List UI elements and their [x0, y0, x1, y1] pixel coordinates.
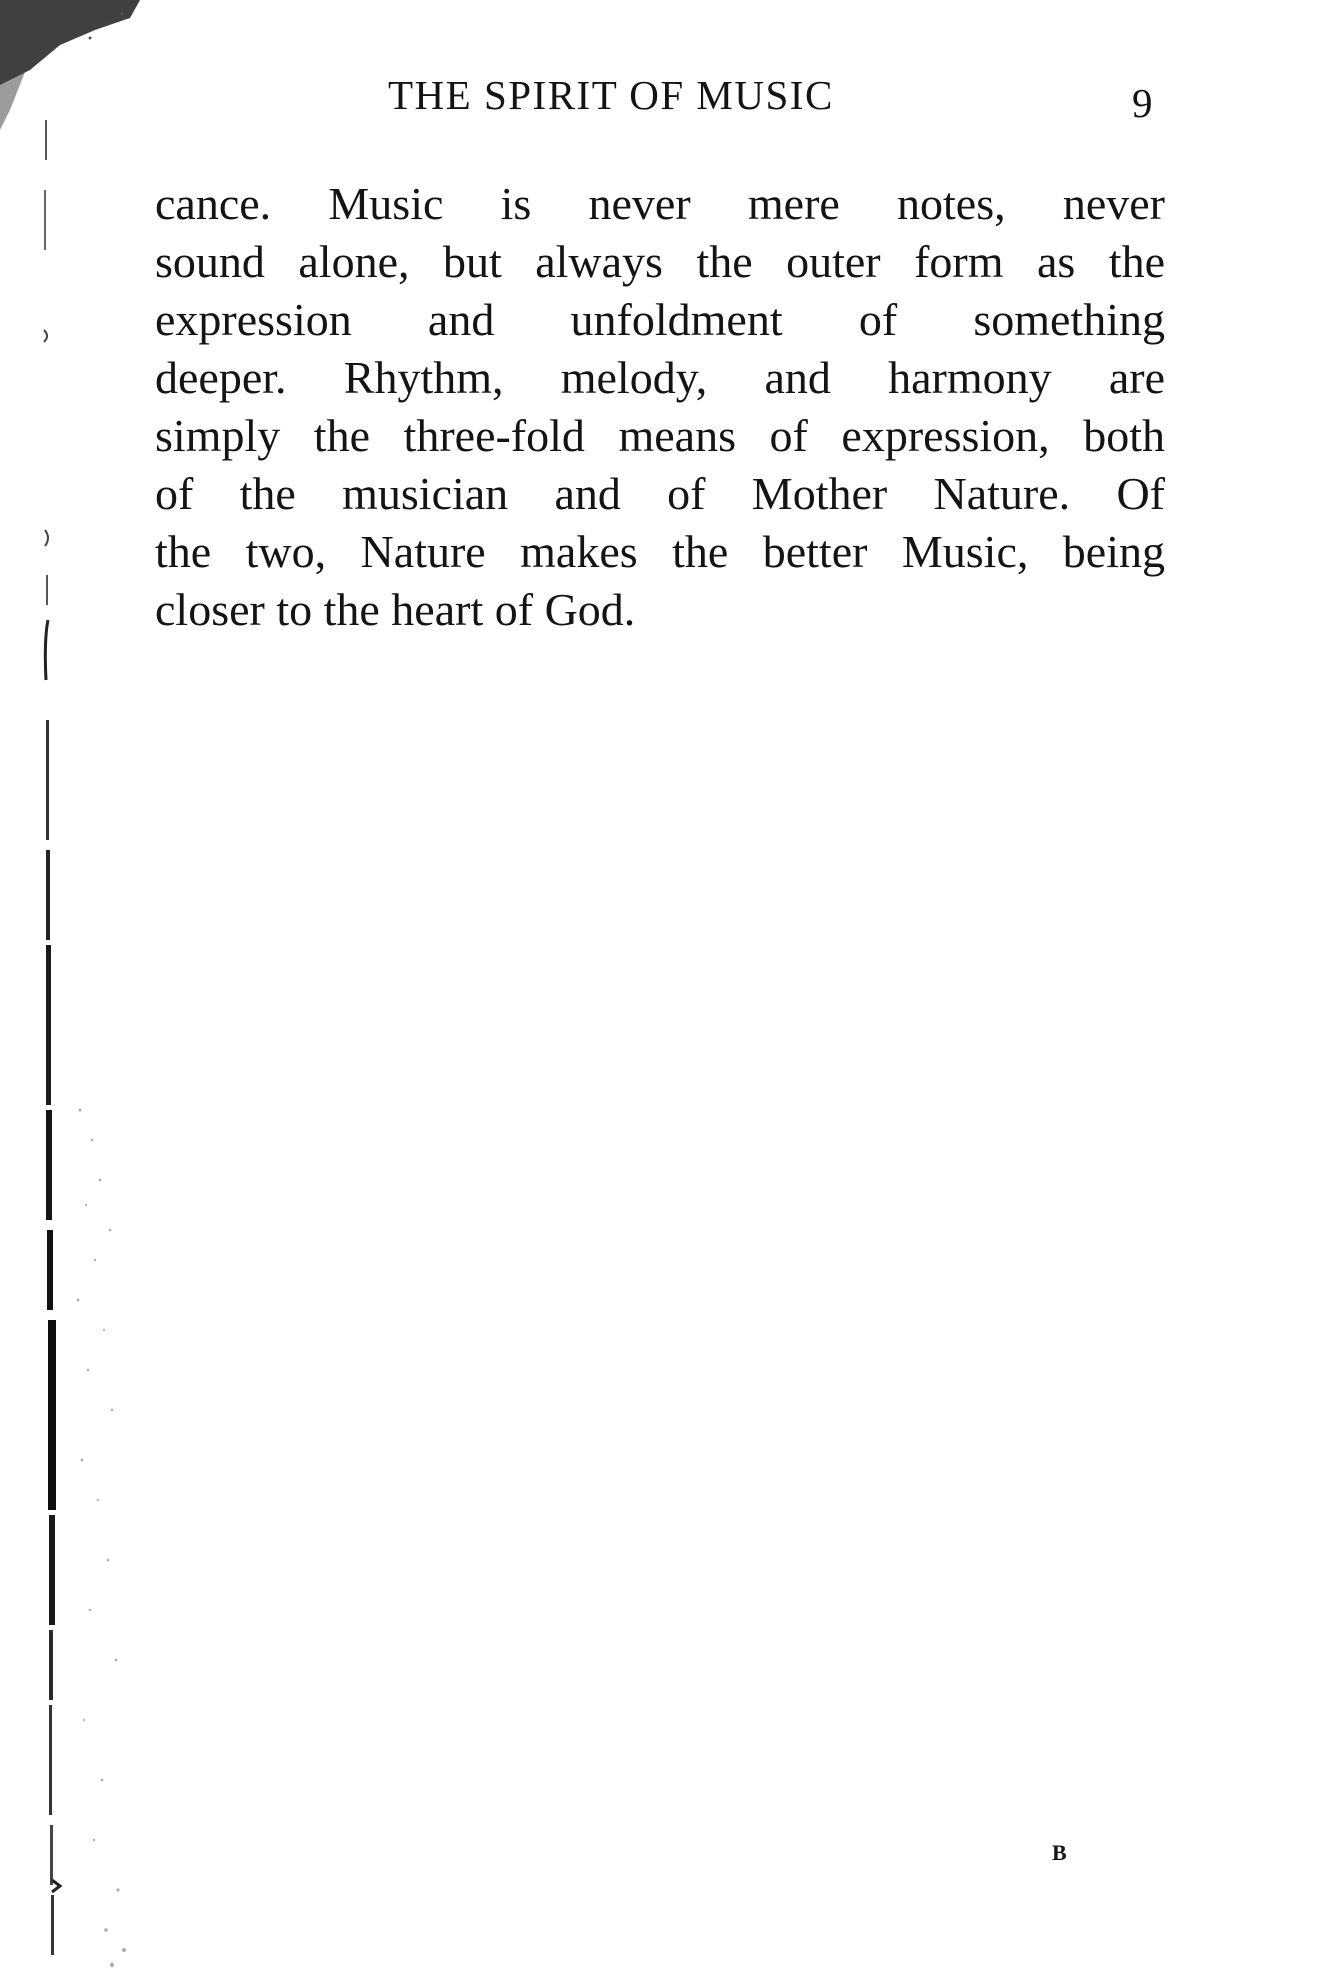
- running-head: THE SPIRIT OF MUSIC: [388, 72, 834, 118]
- text-line: the two, Nature makes the better Music, being: [155, 526, 1165, 577]
- text-line: cance. Music is never mere notes, never: [155, 178, 1165, 229]
- signature-mark: B: [1052, 1840, 1067, 1865]
- page-number: 9: [1132, 80, 1153, 126]
- text-line: deeper. Rhythm, melody, and harmony are: [155, 352, 1165, 403]
- text-line: simply the three-fold means of expression, both: [155, 410, 1165, 461]
- text-line: sound alone, but always the outer form as the: [155, 236, 1165, 287]
- binding-edge-shadow: [0, 0, 150, 1977]
- text-line: expression and unfoldment of something: [155, 294, 1165, 345]
- text-line: closer to the heart of God.: [155, 584, 636, 635]
- body-paragraph: [155, 175, 1165, 639]
- text-line: of the musician and of Mother Nature. Of: [155, 468, 1165, 519]
